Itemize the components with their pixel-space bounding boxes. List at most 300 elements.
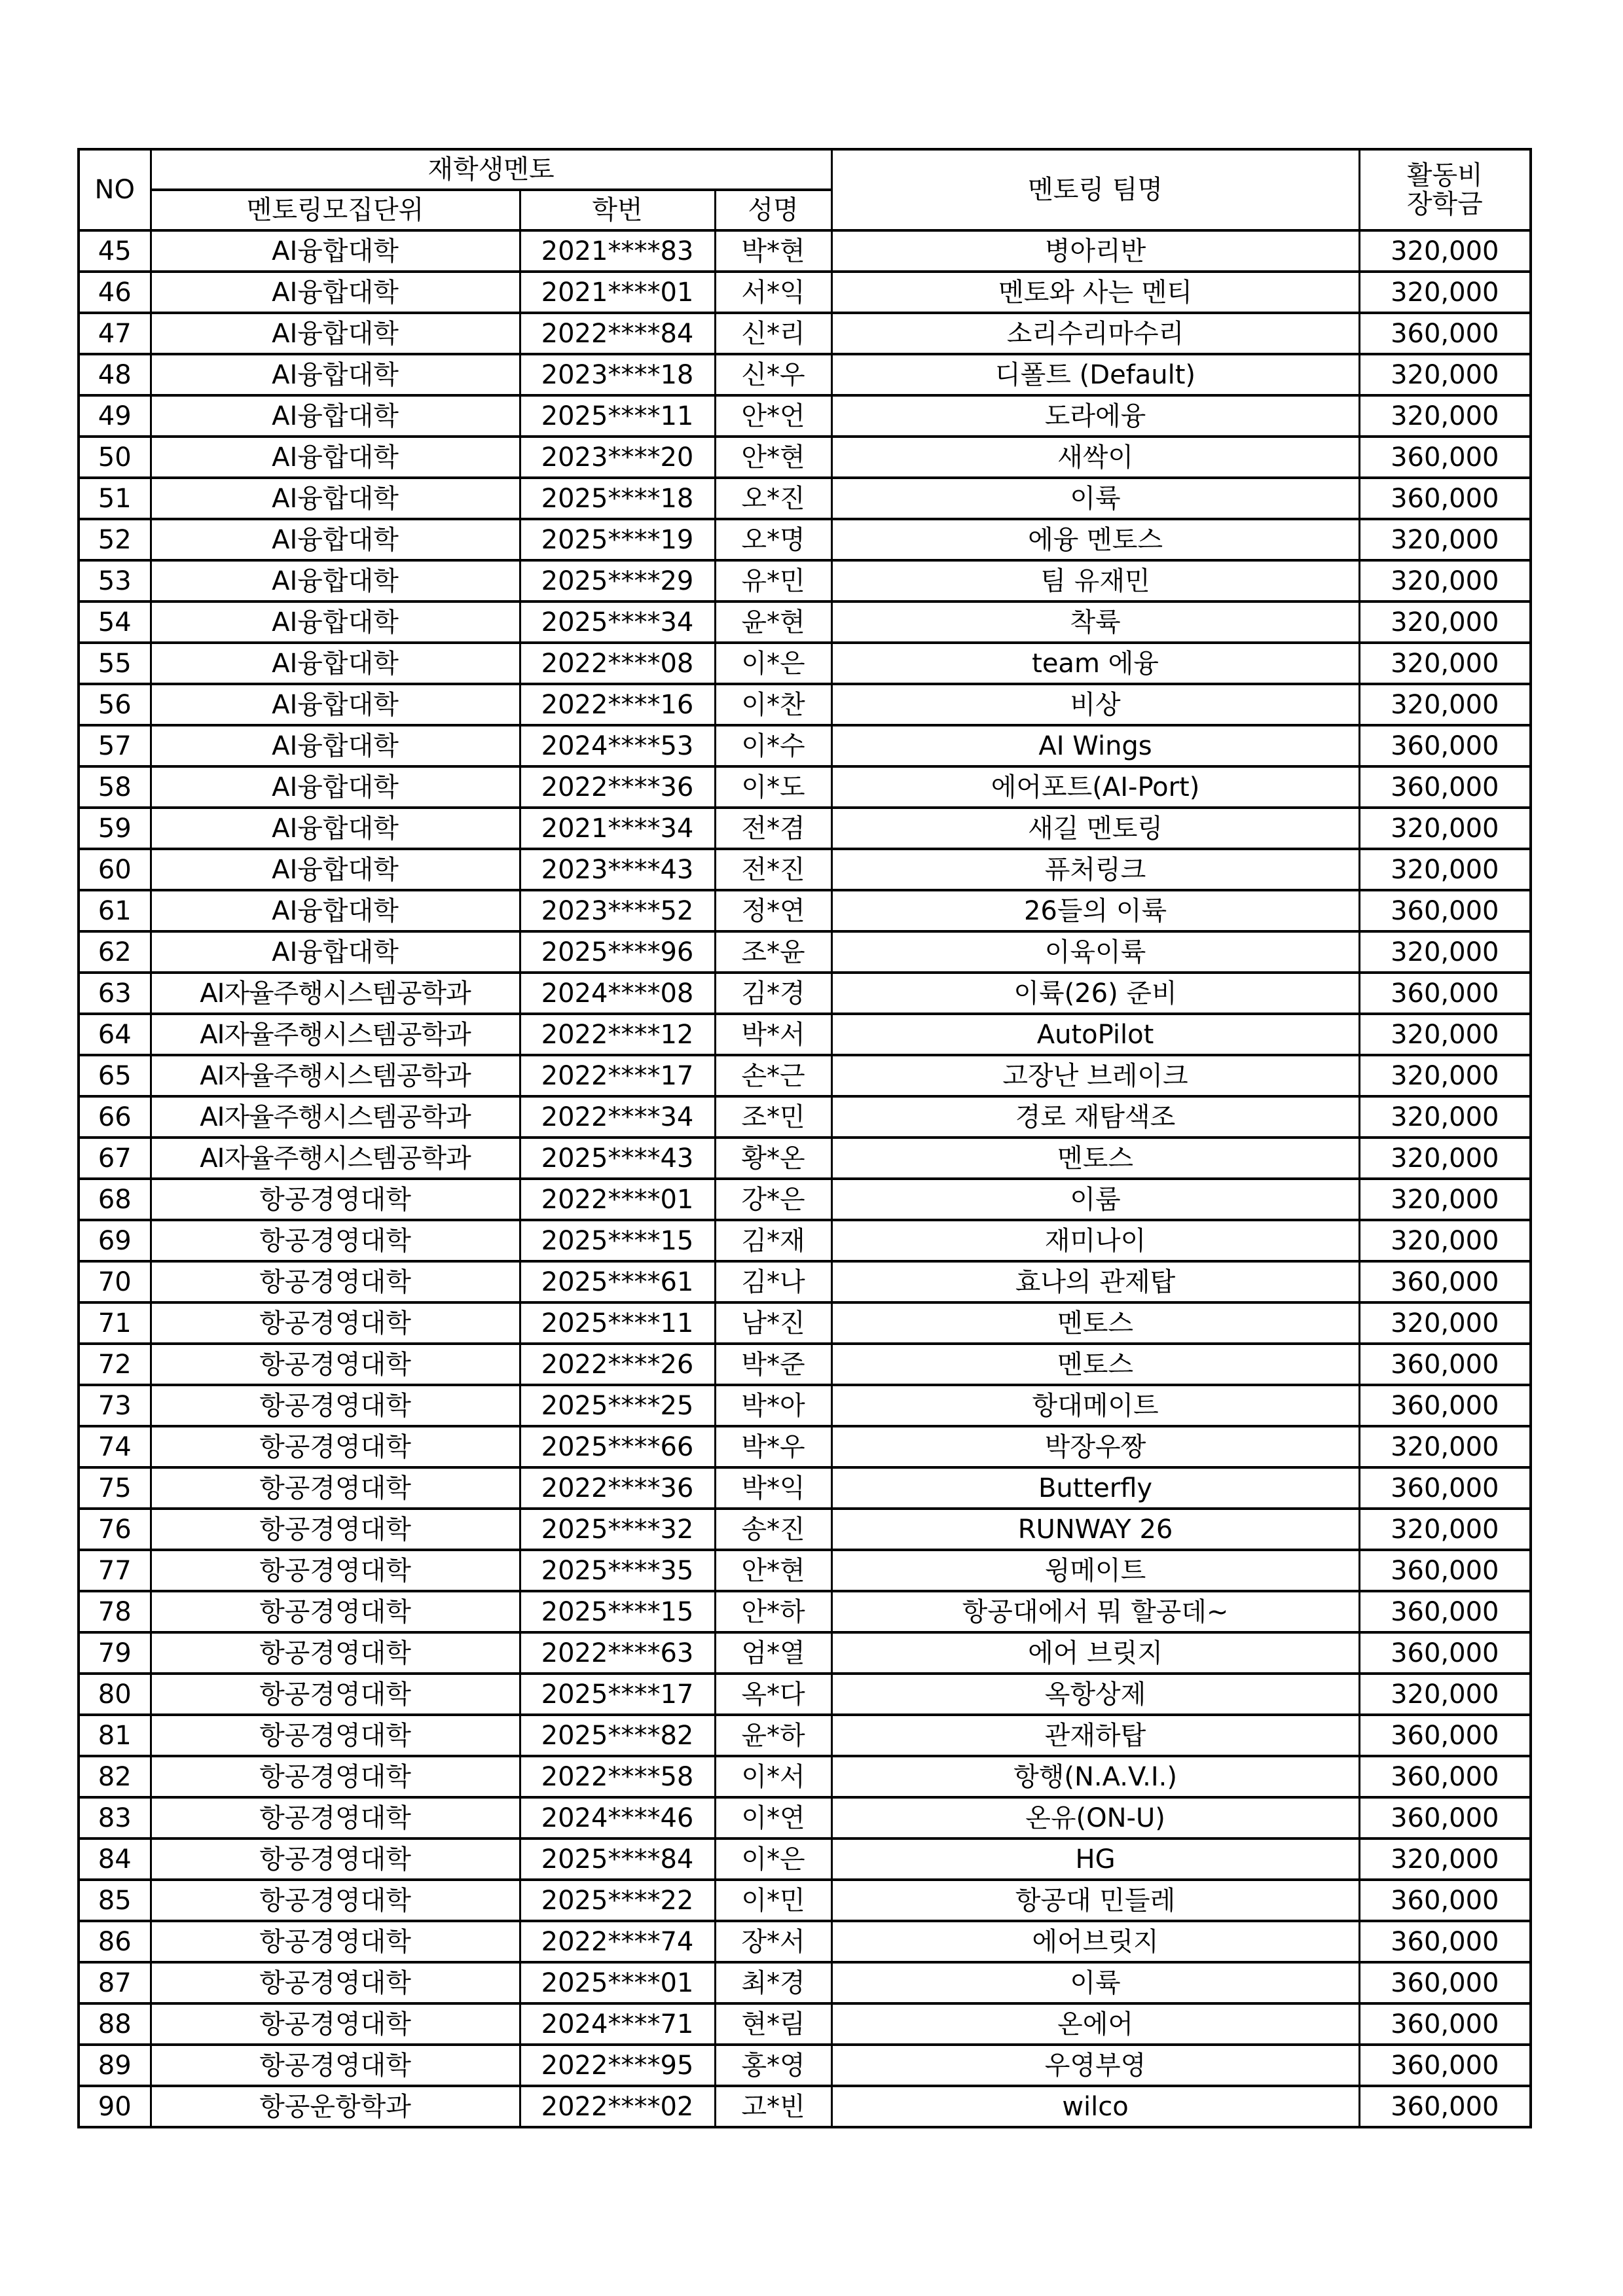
cell-scholarship: 320,000 xyxy=(1359,1179,1531,1220)
cell-recruit-unit: AI융합대학 xyxy=(151,230,520,272)
table-row xyxy=(79,1509,1531,1550)
cell-team-name: 에어포트(AI-Port) xyxy=(831,766,1359,808)
cell-recruit-unit: 항공경영대학 xyxy=(151,1880,520,1921)
cell-recruit-unit: AI융합대학 xyxy=(151,890,520,931)
cell-name: 이*연 xyxy=(715,1797,831,1839)
cell-scholarship: 320,000 xyxy=(1359,560,1531,601)
table-row xyxy=(79,1674,1531,1715)
table-row xyxy=(79,230,1531,272)
cell-student-id: 2025****01 xyxy=(520,1962,715,2003)
cell-name: 신*리 xyxy=(715,313,831,354)
cell-no: 59 xyxy=(79,808,151,849)
cell-recruit-unit: AI융합대학 xyxy=(151,560,520,601)
cell-student-id: 2021****01 xyxy=(520,272,715,313)
table-header xyxy=(79,149,1531,230)
table-row xyxy=(79,1426,1531,1467)
cell-scholarship: 320,000 xyxy=(1359,272,1531,313)
table-row xyxy=(79,1261,1531,1302)
cell-team-name: 고장난 브레이크 xyxy=(831,1055,1359,1096)
table-row xyxy=(79,354,1531,395)
table-row xyxy=(79,973,1531,1014)
cell-scholarship: 360,000 xyxy=(1359,890,1531,931)
table-row xyxy=(79,1715,1531,1756)
cell-name: 박*준 xyxy=(715,1344,831,1385)
cell-scholarship: 320,000 xyxy=(1359,230,1531,272)
cell-recruit-unit: AI융합대학 xyxy=(151,725,520,766)
cell-no: 52 xyxy=(79,519,151,560)
cell-no: 46 xyxy=(79,272,151,313)
table-row xyxy=(79,643,1531,684)
table-row xyxy=(79,2003,1531,2045)
cell-no: 87 xyxy=(79,1962,151,2003)
cell-no: 49 xyxy=(79,395,151,437)
table-row xyxy=(79,601,1531,643)
cell-no: 63 xyxy=(79,973,151,1014)
cell-no: 82 xyxy=(79,1756,151,1797)
cell-student-id: 2022****12 xyxy=(520,1014,715,1055)
cell-scholarship: 320,000 xyxy=(1359,931,1531,973)
cell-scholarship: 320,000 xyxy=(1359,354,1531,395)
cell-recruit-unit: AI융합대학 xyxy=(151,519,520,560)
cell-scholarship: 320,000 xyxy=(1359,1014,1531,1055)
cell-scholarship: 360,000 xyxy=(1359,1385,1531,1426)
cell-no: 72 xyxy=(79,1344,151,1385)
cell-student-id: 2025****43 xyxy=(520,1138,715,1179)
cell-team-name: 비상 xyxy=(831,684,1359,725)
cell-name: 박*현 xyxy=(715,230,831,272)
cell-name: 김*경 xyxy=(715,973,831,1014)
cell-student-id: 2025****29 xyxy=(520,560,715,601)
table-row xyxy=(79,1591,1531,1632)
cell-student-id: 2022****63 xyxy=(520,1632,715,1674)
cell-recruit-unit: 항공경영대학 xyxy=(151,1261,520,1302)
cell-team-name: 멘토스 xyxy=(831,1138,1359,1179)
table-row xyxy=(79,1550,1531,1591)
cell-student-id: 2024****08 xyxy=(520,973,715,1014)
mentor-roster-table xyxy=(77,148,1532,2128)
cell-no: 79 xyxy=(79,1632,151,1674)
header-no: NO xyxy=(79,149,151,230)
cell-team-name: 에어 브릿지 xyxy=(831,1632,1359,1674)
cell-no: 86 xyxy=(79,1921,151,1962)
cell-recruit-unit: 항공경영대학 xyxy=(151,1632,520,1674)
cell-student-id: 2022****95 xyxy=(520,2045,715,2086)
cell-student-id: 2023****43 xyxy=(520,849,715,890)
cell-team-name: 온유(ON-U) xyxy=(831,1797,1359,1839)
cell-no: 51 xyxy=(79,478,151,519)
cell-scholarship: 320,000 xyxy=(1359,1302,1531,1344)
cell-recruit-unit: 항공경영대학 xyxy=(151,1179,520,1220)
cell-recruit-unit: AI융합대학 xyxy=(151,684,520,725)
cell-no: 89 xyxy=(79,2045,151,2086)
table-row xyxy=(79,808,1531,849)
cell-no: 67 xyxy=(79,1138,151,1179)
cell-team-name: 에융 멘토스 xyxy=(831,519,1359,560)
cell-name: 윤*현 xyxy=(715,601,831,643)
cell-name: 김*나 xyxy=(715,1261,831,1302)
table-row xyxy=(79,1344,1531,1385)
cell-student-id: 2025****35 xyxy=(520,1550,715,1591)
cell-team-name: 26들의 이륙 xyxy=(831,890,1359,931)
cell-student-id: 2022****58 xyxy=(520,1756,715,1797)
cell-student-id: 2025****22 xyxy=(520,1880,715,1921)
cell-team-name: Butterfly xyxy=(831,1467,1359,1509)
cell-scholarship: 360,000 xyxy=(1359,437,1531,478)
header-student-mentor-group: 재학생멘토 xyxy=(151,149,831,190)
cell-no: 62 xyxy=(79,931,151,973)
table-row xyxy=(79,1962,1531,2003)
cell-no: 69 xyxy=(79,1220,151,1261)
cell-scholarship: 360,000 xyxy=(1359,1797,1531,1839)
cell-recruit-unit: AI융합대학 xyxy=(151,313,520,354)
cell-name: 이*서 xyxy=(715,1756,831,1797)
cell-name: 고*빈 xyxy=(715,2086,831,2127)
table-row xyxy=(79,1880,1531,1921)
cell-name: 이*은 xyxy=(715,643,831,684)
header-name: 성명 xyxy=(715,190,831,230)
cell-student-id: 2024****46 xyxy=(520,1797,715,1839)
table-row xyxy=(79,1179,1531,1220)
cell-recruit-unit: AI융합대학 xyxy=(151,437,520,478)
table-row xyxy=(79,478,1531,519)
table-row xyxy=(79,1839,1531,1880)
cell-scholarship: 360,000 xyxy=(1359,2045,1531,2086)
cell-recruit-unit: 항공경영대학 xyxy=(151,1467,520,1509)
cell-student-id: 2025****96 xyxy=(520,931,715,973)
cell-recruit-unit: 항공경영대학 xyxy=(151,1797,520,1839)
cell-recruit-unit: AI자율주행시스템공학과 xyxy=(151,1014,520,1055)
cell-student-id: 2021****34 xyxy=(520,808,715,849)
cell-scholarship: 360,000 xyxy=(1359,2003,1531,2045)
table-row xyxy=(79,684,1531,725)
cell-scholarship: 360,000 xyxy=(1359,1921,1531,1962)
cell-name: 윤*하 xyxy=(715,1715,831,1756)
cell-student-id: 2025****82 xyxy=(520,1715,715,1756)
cell-student-id: 2022****26 xyxy=(520,1344,715,1385)
cell-recruit-unit: AI융합대학 xyxy=(151,808,520,849)
table-row xyxy=(79,2045,1531,2086)
cell-student-id: 2022****74 xyxy=(520,1921,715,1962)
cell-no: 85 xyxy=(79,1880,151,1921)
cell-recruit-unit: 항공경영대학 xyxy=(151,1591,520,1632)
cell-recruit-unit: 항공경영대학 xyxy=(151,1385,520,1426)
cell-recruit-unit: 항공경영대학 xyxy=(151,1220,520,1261)
cell-student-id: 2025****11 xyxy=(520,395,715,437)
cell-team-name: 항공대에서 뭐 할공데~ xyxy=(831,1591,1359,1632)
cell-team-name: 항대메이트 xyxy=(831,1385,1359,1426)
cell-scholarship: 360,000 xyxy=(1359,313,1531,354)
cell-scholarship: 320,000 xyxy=(1359,395,1531,437)
cell-scholarship: 320,000 xyxy=(1359,601,1531,643)
cell-no: 75 xyxy=(79,1467,151,1509)
cell-student-id: 2022****17 xyxy=(520,1055,715,1096)
cell-recruit-unit: AI자율주행시스템공학과 xyxy=(151,1096,520,1138)
table-row xyxy=(79,560,1531,601)
table-row xyxy=(79,2086,1531,2127)
cell-team-name: 새길 멘토링 xyxy=(831,808,1359,849)
cell-name: 이*도 xyxy=(715,766,831,808)
cell-team-name: 멘토스 xyxy=(831,1344,1359,1385)
cell-team-name: 퓨처링크 xyxy=(831,849,1359,890)
table-row xyxy=(79,1756,1531,1797)
cell-scholarship: 360,000 xyxy=(1359,766,1531,808)
cell-name: 남*진 xyxy=(715,1302,831,1344)
cell-scholarship: 320,000 xyxy=(1359,684,1531,725)
cell-student-id: 2022****08 xyxy=(520,643,715,684)
cell-student-id: 2024****71 xyxy=(520,2003,715,2045)
table-row xyxy=(79,1467,1531,1509)
cell-scholarship: 320,000 xyxy=(1359,1220,1531,1261)
cell-recruit-unit: AI융합대학 xyxy=(151,272,520,313)
cell-recruit-unit: AI융합대학 xyxy=(151,354,520,395)
table-row xyxy=(79,272,1531,313)
cell-scholarship: 360,000 xyxy=(1359,1715,1531,1756)
cell-team-name: 이륙(26) 준비 xyxy=(831,973,1359,1014)
cell-scholarship: 360,000 xyxy=(1359,725,1531,766)
cell-team-name: 이룸 xyxy=(831,1179,1359,1220)
cell-scholarship: 360,000 xyxy=(1359,1467,1531,1509)
cell-student-id: 2022****16 xyxy=(520,684,715,725)
cell-name: 안*언 xyxy=(715,395,831,437)
cell-recruit-unit: 항공경영대학 xyxy=(151,1921,520,1962)
cell-recruit-unit: 항공경영대학 xyxy=(151,1302,520,1344)
cell-team-name: 도라에융 xyxy=(831,395,1359,437)
cell-name: 송*진 xyxy=(715,1509,831,1550)
cell-no: 61 xyxy=(79,890,151,931)
cell-scholarship: 320,000 xyxy=(1359,643,1531,684)
table-row xyxy=(79,1220,1531,1261)
table-row xyxy=(79,437,1531,478)
cell-student-id: 2025****32 xyxy=(520,1509,715,1550)
table-row xyxy=(79,1632,1531,1674)
cell-name: 조*민 xyxy=(715,1096,831,1138)
cell-team-name: 윙메이트 xyxy=(831,1550,1359,1591)
header-scholarship xyxy=(1359,149,1531,230)
cell-name: 김*재 xyxy=(715,1220,831,1261)
cell-scholarship: 320,000 xyxy=(1359,1509,1531,1550)
cell-no: 60 xyxy=(79,849,151,890)
cell-scholarship: 320,000 xyxy=(1359,1839,1531,1880)
cell-recruit-unit: 항공경영대학 xyxy=(151,2045,520,2086)
cell-recruit-unit: 항공경영대학 xyxy=(151,1426,520,1467)
cell-no: 47 xyxy=(79,313,151,354)
cell-name: 신*우 xyxy=(715,354,831,395)
table-row xyxy=(79,849,1531,890)
cell-recruit-unit: AI자율주행시스템공학과 xyxy=(151,973,520,1014)
cell-team-name: 이륙 xyxy=(831,1962,1359,2003)
cell-recruit-unit: AI융합대학 xyxy=(151,931,520,973)
cell-name: 장*서 xyxy=(715,1921,831,1962)
cell-scholarship: 360,000 xyxy=(1359,1261,1531,1302)
cell-student-id: 2022****36 xyxy=(520,1467,715,1509)
cell-name: 강*은 xyxy=(715,1179,831,1220)
cell-student-id: 2022****84 xyxy=(520,313,715,354)
cell-no: 81 xyxy=(79,1715,151,1756)
cell-student-id: 2025****18 xyxy=(520,478,715,519)
cell-name: 안*하 xyxy=(715,1591,831,1632)
cell-name: 황*온 xyxy=(715,1138,831,1179)
cell-student-id: 2025****17 xyxy=(520,1674,715,1715)
cell-no: 73 xyxy=(79,1385,151,1426)
cell-team-name: wilco xyxy=(831,2086,1359,2127)
table-row xyxy=(79,1302,1531,1344)
cell-student-id: 2022****01 xyxy=(520,1179,715,1220)
cell-scholarship: 360,000 xyxy=(1359,973,1531,1014)
cell-no: 84 xyxy=(79,1839,151,1880)
cell-no: 57 xyxy=(79,725,151,766)
cell-team-name: AutoPilot xyxy=(831,1014,1359,1055)
cell-scholarship: 360,000 xyxy=(1359,1550,1531,1591)
cell-name: 안*현 xyxy=(715,437,831,478)
cell-team-name: 디폴트 (Default) xyxy=(831,354,1359,395)
cell-no: 65 xyxy=(79,1055,151,1096)
cell-recruit-unit: 항공경영대학 xyxy=(151,1756,520,1797)
cell-team-name: 박장우짱 xyxy=(831,1426,1359,1467)
cell-team-name: 멘토스 xyxy=(831,1302,1359,1344)
cell-no: 77 xyxy=(79,1550,151,1591)
cell-scholarship: 360,000 xyxy=(1359,1591,1531,1632)
cell-student-id: 2025****15 xyxy=(520,1591,715,1632)
cell-no: 66 xyxy=(79,1096,151,1138)
cell-scholarship: 360,000 xyxy=(1359,1632,1531,1674)
cell-no: 71 xyxy=(79,1302,151,1344)
cell-name: 전*겸 xyxy=(715,808,831,849)
cell-name: 박*익 xyxy=(715,1467,831,1509)
cell-no: 80 xyxy=(79,1674,151,1715)
cell-recruit-unit: 항공경영대학 xyxy=(151,1674,520,1715)
table-row xyxy=(79,1096,1531,1138)
cell-no: 76 xyxy=(79,1509,151,1550)
cell-recruit-unit: AI자율주행시스템공학과 xyxy=(151,1055,520,1096)
cell-team-name: 효나의 관제탑 xyxy=(831,1261,1359,1302)
cell-no: 83 xyxy=(79,1797,151,1839)
cell-name: 정*연 xyxy=(715,890,831,931)
cell-name: 이*찬 xyxy=(715,684,831,725)
cell-scholarship: 320,000 xyxy=(1359,1096,1531,1138)
cell-name: 박*아 xyxy=(715,1385,831,1426)
cell-student-id: 2022****34 xyxy=(520,1096,715,1138)
cell-no: 53 xyxy=(79,560,151,601)
cell-recruit-unit: 항공경영대학 xyxy=(151,2003,520,2045)
cell-name: 박*서 xyxy=(715,1014,831,1055)
cell-no: 48 xyxy=(79,354,151,395)
cell-recruit-unit: AI융합대학 xyxy=(151,478,520,519)
table-row xyxy=(79,890,1531,931)
cell-scholarship: 320,000 xyxy=(1359,1426,1531,1467)
table-row xyxy=(79,725,1531,766)
cell-scholarship: 360,000 xyxy=(1359,1756,1531,1797)
cell-student-id: 2025****66 xyxy=(520,1426,715,1467)
cell-team-name: 관재하탑 xyxy=(831,1715,1359,1756)
cell-name: 오*명 xyxy=(715,519,831,560)
cell-student-id: 2022****36 xyxy=(520,766,715,808)
cell-recruit-unit: AI자율주행시스템공학과 xyxy=(151,1138,520,1179)
table-row xyxy=(79,519,1531,560)
cell-team-name: 새싹이 xyxy=(831,437,1359,478)
cell-student-id: 2025****19 xyxy=(520,519,715,560)
cell-scholarship: 360,000 xyxy=(1359,478,1531,519)
cell-student-id: 2025****84 xyxy=(520,1839,715,1880)
cell-team-name: 이륙 xyxy=(831,478,1359,519)
cell-name: 손*근 xyxy=(715,1055,831,1096)
cell-student-id: 2021****83 xyxy=(520,230,715,272)
cell-no: 50 xyxy=(79,437,151,478)
cell-scholarship: 320,000 xyxy=(1359,808,1531,849)
table-row xyxy=(79,395,1531,437)
cell-scholarship: 360,000 xyxy=(1359,2086,1531,2127)
header-scholarship-line1: 활동비 xyxy=(1406,160,1483,190)
cell-recruit-unit: 항공경영대학 xyxy=(151,1839,520,1880)
cell-scholarship: 360,000 xyxy=(1359,1344,1531,1385)
cell-team-name: RUNWAY 26 xyxy=(831,1509,1359,1550)
table-row xyxy=(79,1797,1531,1839)
cell-student-id: 2023****20 xyxy=(520,437,715,478)
cell-team-name: 재미나이 xyxy=(831,1220,1359,1261)
cell-student-id: 2023****52 xyxy=(520,890,715,931)
cell-name: 안*현 xyxy=(715,1550,831,1591)
cell-student-id: 2025****11 xyxy=(520,1302,715,1344)
cell-student-id: 2023****18 xyxy=(520,354,715,395)
header-recruit-unit: 멘토링모집단위 xyxy=(151,190,520,230)
cell-scholarship: 320,000 xyxy=(1359,1055,1531,1096)
table-row xyxy=(79,766,1531,808)
cell-team-name: 멘토와 사는 멘티 xyxy=(831,272,1359,313)
cell-name: 최*경 xyxy=(715,1962,831,2003)
cell-team-name: 항행(N.A.V.I.) xyxy=(831,1756,1359,1797)
cell-team-name: 소리수리마수리 xyxy=(831,313,1359,354)
header-team-name: 멘토링 팀명 xyxy=(831,149,1359,230)
cell-student-id: 2024****53 xyxy=(520,725,715,766)
cell-team-name: team 에융 xyxy=(831,643,1359,684)
cell-no: 74 xyxy=(79,1426,151,1467)
cell-student-id: 2025****34 xyxy=(520,601,715,643)
cell-scholarship: 320,000 xyxy=(1359,1138,1531,1179)
cell-name: 이*민 xyxy=(715,1880,831,1921)
header-student-id: 학번 xyxy=(520,190,715,230)
table-row xyxy=(79,1014,1531,1055)
cell-recruit-unit: AI융합대학 xyxy=(151,766,520,808)
table-body xyxy=(79,230,1531,2127)
cell-scholarship: 320,000 xyxy=(1359,849,1531,890)
cell-team-name: 팀 유재민 xyxy=(831,560,1359,601)
cell-student-id: 2022****02 xyxy=(520,2086,715,2127)
cell-student-id: 2025****61 xyxy=(520,1261,715,1302)
cell-scholarship: 360,000 xyxy=(1359,1880,1531,1921)
table-row xyxy=(79,1138,1531,1179)
cell-no: 90 xyxy=(79,2086,151,2127)
cell-name: 현*림 xyxy=(715,2003,831,2045)
cell-name: 엄*열 xyxy=(715,1632,831,1674)
cell-recruit-unit: AI융합대학 xyxy=(151,849,520,890)
header-scholarship-line2: 장학금 xyxy=(1406,189,1483,219)
cell-no: 64 xyxy=(79,1014,151,1055)
cell-team-name: AI Wings xyxy=(831,725,1359,766)
cell-no: 54 xyxy=(79,601,151,643)
table-row xyxy=(79,313,1531,354)
cell-team-name: 이육이륙 xyxy=(831,931,1359,973)
cell-no: 78 xyxy=(79,1591,151,1632)
cell-team-name: 항공대 민들레 xyxy=(831,1880,1359,1921)
cell-name: 박*우 xyxy=(715,1426,831,1467)
cell-name: 유*민 xyxy=(715,560,831,601)
cell-recruit-unit: 항공경영대학 xyxy=(151,1344,520,1385)
cell-recruit-unit: 항공경영대학 xyxy=(151,1962,520,2003)
table-row xyxy=(79,931,1531,973)
cell-name: 이*은 xyxy=(715,1839,831,1880)
cell-recruit-unit: 항공경영대학 xyxy=(151,1509,520,1550)
cell-no: 68 xyxy=(79,1179,151,1220)
cell-team-name: 병아리반 xyxy=(831,230,1359,272)
